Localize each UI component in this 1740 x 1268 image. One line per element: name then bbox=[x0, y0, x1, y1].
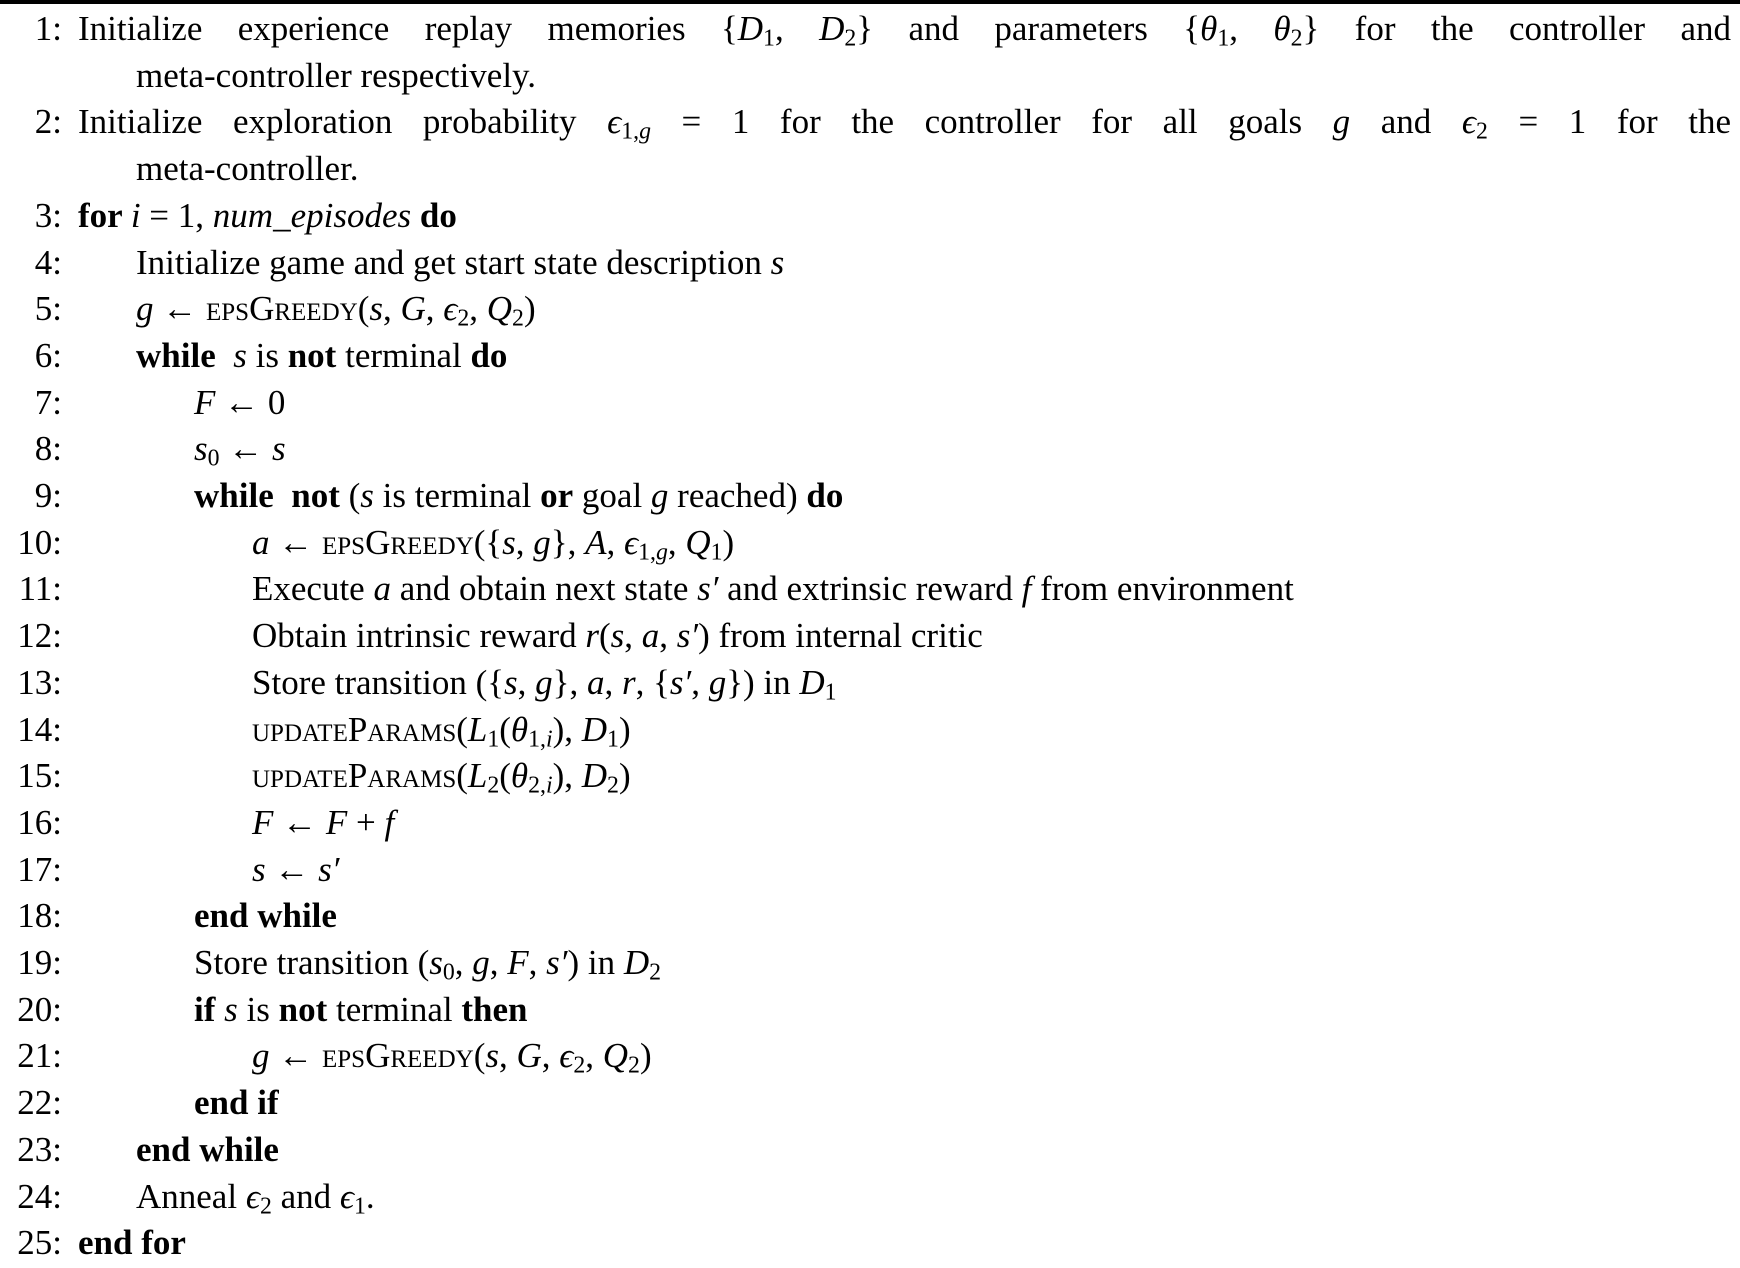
line-content: updateParams(L2(θ2,i), D2) bbox=[252, 756, 631, 799]
line-content: Execute a and obtain next state s′ and extrinsic reward f from environment bbox=[252, 569, 1294, 609]
algorithm-line bbox=[0, 800, 1731, 847]
algorithm-line bbox=[0, 1080, 1731, 1127]
algorithm-line bbox=[0, 193, 1731, 240]
line-number: 5: bbox=[34, 289, 62, 329]
algorithm-line bbox=[0, 333, 1731, 380]
algorithm-line bbox=[0, 940, 1731, 987]
line-content: meta-controller. bbox=[136, 149, 359, 189]
line-number: 16: bbox=[17, 802, 62, 842]
algorithm-line bbox=[0, 566, 1731, 613]
line-number: 25: bbox=[17, 1223, 62, 1263]
line-content: end for bbox=[78, 1223, 186, 1263]
line-number: 1: bbox=[34, 9, 62, 48]
line-number: 20: bbox=[17, 989, 62, 1029]
algorithm-line bbox=[0, 146, 1731, 193]
algorithm-line bbox=[0, 99, 1731, 146]
algorithm-line bbox=[0, 6, 1731, 53]
line-content: F ← F + f bbox=[252, 802, 395, 842]
line-number: 12: bbox=[17, 616, 62, 656]
line-content: Store transition ({s, g}, a, r, {s′, g}) in D1 bbox=[252, 662, 837, 706]
line-content: g ← epsGreedy(s, G, ϵ2, Q2) bbox=[252, 1036, 652, 1079]
algorithm-line bbox=[0, 1033, 1731, 1080]
line-content: end if bbox=[194, 1083, 279, 1123]
line-number: 4: bbox=[34, 242, 62, 282]
line-content: while not (s is terminal or goal g reached) do bbox=[194, 476, 844, 516]
algorithm-line bbox=[0, 1127, 1731, 1174]
algorithm-line bbox=[0, 753, 1731, 800]
line-number: 8: bbox=[34, 429, 62, 469]
line-content: F ← 0 bbox=[194, 382, 286, 422]
line-number: 21: bbox=[17, 1036, 62, 1076]
line-number: 10: bbox=[17, 522, 62, 562]
line-number: 24: bbox=[17, 1176, 62, 1216]
line-content: Anneal ϵ2 and ϵ1. bbox=[136, 1176, 375, 1220]
line-content: meta-controller respectively. bbox=[136, 55, 537, 95]
algorithm-line bbox=[0, 707, 1731, 754]
line-number: 15: bbox=[17, 756, 62, 796]
line-number: 18: bbox=[17, 896, 62, 936]
line-content: updateParams(L1(θ1,i), D1) bbox=[252, 709, 631, 753]
line-content: Store transition (s0, g, F, s′) in D2 bbox=[194, 943, 662, 986]
line-number: 13: bbox=[17, 662, 62, 702]
line-content: end while bbox=[194, 896, 337, 936]
line-content: s0 ← s bbox=[194, 429, 286, 472]
line-number: 11: bbox=[18, 569, 62, 609]
line-content: for i = 1, num_episodes do bbox=[78, 195, 457, 235]
line-number: 3: bbox=[34, 195, 62, 235]
line-number: 19: bbox=[17, 943, 62, 983]
line-number: 7: bbox=[34, 382, 62, 422]
algorithm-line bbox=[0, 987, 1731, 1034]
algorithm-line bbox=[0, 1174, 1731, 1221]
algorithm-line bbox=[0, 380, 1731, 427]
algorithm-line bbox=[0, 520, 1731, 567]
line-content: Obtain intrinsic reward r(s, a, s′) from internal critic bbox=[252, 616, 983, 656]
algorithm-line bbox=[0, 1220, 1731, 1267]
line-content: end while bbox=[136, 1129, 279, 1169]
algorithm-line bbox=[0, 240, 1731, 287]
algorithm-line bbox=[0, 613, 1731, 660]
line-content: Initialize exploration probability ϵ1,g = 1 for the controller for all goals g and ϵ2 = 1 for the bbox=[78, 102, 1731, 145]
algorithm-line bbox=[0, 847, 1731, 894]
line-number: 9: bbox=[34, 476, 62, 516]
line-content: if s is not terminal then bbox=[194, 989, 528, 1029]
line-number: 23: bbox=[17, 1129, 62, 1169]
line-content: a ← epsGreedy({s, g}, A, ϵ1,g, Q1) bbox=[252, 522, 735, 566]
algorithm-line bbox=[0, 426, 1731, 473]
line-number: 17: bbox=[17, 849, 62, 889]
line-content: g ← epsGreedy(s, G, ϵ2, Q2) bbox=[136, 289, 536, 332]
algorithm-line bbox=[0, 53, 1731, 100]
algorithm-line bbox=[0, 473, 1731, 520]
line-content: Initialize experience replay memories {D1, D2} and parameters {θ1, θ2} for the controller and bbox=[78, 9, 1731, 52]
line-number: 14: bbox=[17, 709, 62, 749]
line-number: 2: bbox=[34, 102, 62, 142]
line-content: s ← s′ bbox=[252, 849, 340, 889]
line-number: 6: bbox=[34, 335, 62, 375]
line-content: Initialize game and get start state description s bbox=[136, 242, 785, 282]
algorithm-lines bbox=[0, 4, 1740, 1267]
line-number: 22: bbox=[17, 1083, 62, 1123]
algorithm-line bbox=[0, 660, 1731, 707]
algorithm-line bbox=[0, 286, 1731, 333]
algorithm-line bbox=[0, 893, 1731, 940]
line-content: while s is not terminal do bbox=[136, 335, 508, 375]
